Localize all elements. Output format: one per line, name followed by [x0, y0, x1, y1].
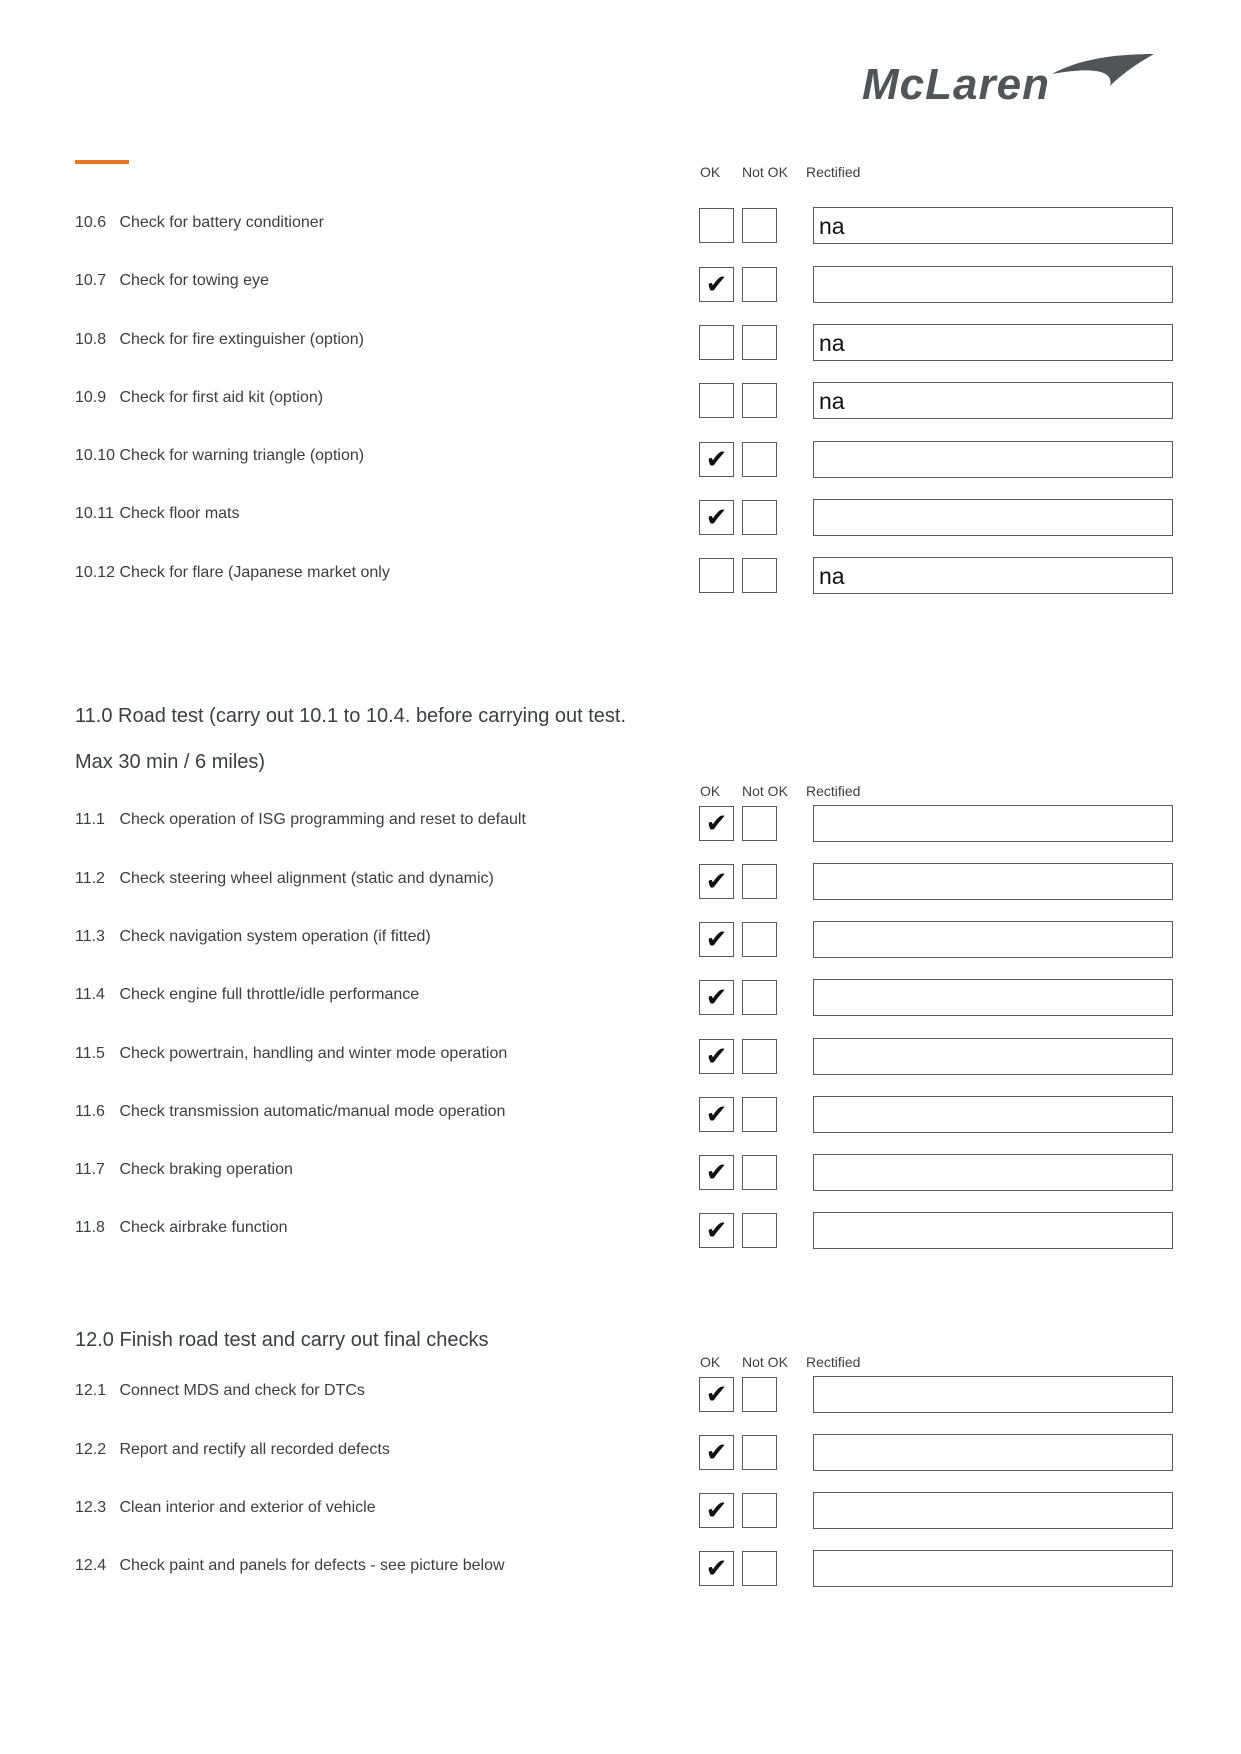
- not-ok-checkbox[interactable]: [742, 864, 777, 899]
- ok-checkbox[interactable]: [699, 558, 734, 593]
- rectified-field[interactable]: [813, 1038, 1173, 1075]
- checklist-item: [75, 928, 431, 946]
- not-ok-checkbox[interactable]: [742, 442, 777, 477]
- ok-checkbox[interactable]: ✔: [699, 806, 734, 841]
- rectified-field[interactable]: [813, 499, 1173, 536]
- column-header-rectified: Rectified: [806, 164, 861, 180]
- ok-checkbox[interactable]: ✔: [699, 1213, 734, 1248]
- item-text: Check navigation system operation (if fitted): [119, 928, 431, 945]
- checklist-item: [75, 870, 494, 888]
- not-ok-checkbox[interactable]: [742, 806, 777, 841]
- logo-wordmark: McLaren: [862, 60, 1050, 102]
- ok-checkbox[interactable]: ✔: [699, 980, 734, 1015]
- accent-bar: [75, 160, 129, 164]
- ok-checkbox[interactable]: ✔: [699, 1493, 734, 1528]
- not-ok-checkbox[interactable]: [742, 208, 777, 243]
- item-text: Clean interior and exterior of vehicle: [119, 1499, 376, 1516]
- checklist-item: [75, 1161, 293, 1179]
- rectified-field[interactable]: [813, 921, 1173, 958]
- item-number: 11.1: [75, 811, 105, 828]
- checklist-item: [75, 986, 419, 1004]
- ok-checkbox[interactable]: ✔: [699, 1435, 734, 1470]
- column-header-ok: OK: [700, 783, 721, 799]
- item-text: Connect MDS and check for DTCs: [119, 1382, 365, 1399]
- ok-checkbox[interactable]: ✔: [699, 864, 734, 899]
- checklist-item: [75, 1382, 365, 1400]
- logo-swoosh: [1052, 54, 1154, 86]
- item-number: 10.12: [75, 564, 116, 581]
- checklist-item: [75, 1045, 507, 1063]
- item-text: Check transmission automatic/manual mode operation: [119, 1103, 506, 1120]
- item-text: Check for first aid kit (option): [119, 389, 324, 406]
- rectified-field[interactable]: na: [813, 557, 1173, 594]
- column-header-not-ok: Not OK: [742, 164, 788, 180]
- checklist-item: [75, 1499, 376, 1517]
- mclaren-logo: [862, 52, 1162, 102]
- item-text: Check steering wheel alignment (static and dynamic): [119, 870, 494, 887]
- ok-checkbox[interactable]: [699, 383, 734, 418]
- not-ok-checkbox[interactable]: [742, 980, 777, 1015]
- rectified-field[interactable]: [813, 1096, 1173, 1133]
- checklist-item: [75, 1557, 505, 1575]
- item-text: Check engine full throttle/idle performance: [119, 986, 420, 1003]
- checklist-item: [75, 564, 390, 582]
- item-number: 11.2: [75, 870, 105, 887]
- ok-checkbox[interactable]: ✔: [699, 1097, 734, 1132]
- item-text: Check for fire extinguisher (option): [119, 331, 365, 348]
- not-ok-checkbox[interactable]: [742, 267, 777, 302]
- checklist-item: [75, 1103, 505, 1121]
- not-ok-checkbox[interactable]: [742, 500, 777, 535]
- rectified-field[interactable]: [813, 1492, 1173, 1529]
- ok-checkbox[interactable]: ✔: [699, 1155, 734, 1190]
- item-text: Check airbrake function: [119, 1219, 288, 1236]
- not-ok-checkbox[interactable]: [742, 1097, 777, 1132]
- rectified-field[interactable]: [813, 979, 1173, 1016]
- item-number: 10.7: [75, 272, 107, 289]
- checklist-item: [75, 811, 526, 829]
- item-number: 11.5: [75, 1045, 105, 1062]
- item-text: Check braking operation: [119, 1161, 293, 1178]
- item-number: 10.10: [75, 447, 116, 464]
- item-number: 10.8: [75, 331, 107, 348]
- rectified-field[interactable]: na: [813, 324, 1173, 361]
- item-text: Check for towing eye: [119, 272, 269, 289]
- column-header-not-ok: Not OK: [742, 1354, 788, 1370]
- item-text: Check for battery conditioner: [119, 214, 324, 231]
- rectified-field[interactable]: [813, 1154, 1173, 1191]
- rectified-field[interactable]: [813, 1212, 1173, 1249]
- item-number: 10.9: [75, 389, 107, 406]
- item-text: Check powertrain, handling and winter mode operation: [119, 1045, 508, 1062]
- rectified-field[interactable]: [813, 863, 1173, 900]
- item-number: 12.4: [75, 1557, 107, 1574]
- item-text: Check paint and panels for defects - see picture below: [119, 1557, 505, 1574]
- rectified-field[interactable]: [813, 805, 1173, 842]
- item-number: 11.4: [75, 986, 105, 1003]
- not-ok-checkbox[interactable]: [742, 383, 777, 418]
- item-number: 10.6: [75, 214, 107, 231]
- ok-checkbox[interactable]: ✔: [699, 267, 734, 302]
- ok-checkbox[interactable]: [699, 325, 734, 360]
- item-number: 12.3: [75, 1499, 107, 1516]
- rectified-field[interactable]: [813, 1550, 1173, 1587]
- item-text: Check operation of ISG programming and reset to default: [119, 811, 526, 828]
- section-title: 12.0 Finish road test and carry out final checks: [75, 1329, 489, 1351]
- ok-checkbox[interactable]: ✔: [699, 500, 734, 535]
- item-number: 12.1: [75, 1382, 107, 1399]
- item-text: Check floor mats: [119, 505, 240, 522]
- item-number: 11.7: [75, 1161, 105, 1178]
- column-header-ok: OK: [700, 164, 721, 180]
- rectified-field[interactable]: [813, 1376, 1173, 1413]
- checklist-item: [75, 447, 364, 465]
- ok-checkbox[interactable]: [699, 208, 734, 243]
- ok-checkbox[interactable]: ✔: [699, 922, 734, 957]
- checklist-item: [75, 389, 323, 407]
- not-ok-checkbox[interactable]: [742, 1213, 777, 1248]
- not-ok-checkbox[interactable]: [742, 1155, 777, 1190]
- ok-checkbox[interactable]: ✔: [699, 442, 734, 477]
- section-title: 11.0 Road test (carry out 10.1 to 10.4. before carrying out test.: [75, 705, 627, 727]
- column-header-ok: OK: [700, 1354, 721, 1370]
- item-text: Check for warning triangle (option): [119, 447, 365, 464]
- ok-checkbox[interactable]: ✔: [699, 1039, 734, 1074]
- not-ok-checkbox[interactable]: [742, 1435, 777, 1470]
- item-text: Check for flare (Japanese market only: [119, 564, 390, 581]
- not-ok-checkbox[interactable]: [742, 1551, 777, 1586]
- not-ok-checkbox[interactable]: [742, 558, 777, 593]
- rectified-field[interactable]: [813, 441, 1173, 478]
- item-number: 10.11: [75, 505, 114, 522]
- checklist-item: [75, 214, 324, 232]
- checklist-item: [75, 272, 269, 290]
- column-header-rectified: Rectified: [806, 1354, 861, 1370]
- not-ok-checkbox[interactable]: [742, 922, 777, 957]
- checklist-item: [75, 1219, 288, 1237]
- not-ok-checkbox[interactable]: [742, 325, 777, 360]
- rectified-field[interactable]: na: [813, 382, 1173, 419]
- rectified-field[interactable]: na: [813, 207, 1173, 244]
- item-number: 11.8: [75, 1219, 105, 1236]
- item-text: Report and rectify all recorded defects: [119, 1441, 390, 1458]
- rectified-field[interactable]: [813, 266, 1173, 303]
- checklist-item: [75, 331, 364, 349]
- column-header-not-ok: Not OK: [742, 783, 788, 799]
- rectified-field[interactable]: [813, 1434, 1173, 1471]
- column-header-rectified: Rectified: [806, 783, 861, 799]
- checklist-item: [75, 505, 240, 523]
- checklist-item: [75, 1441, 390, 1459]
- not-ok-checkbox[interactable]: [742, 1377, 777, 1412]
- not-ok-checkbox[interactable]: [742, 1493, 777, 1528]
- section-title-line-2: Max 30 min / 6 miles): [75, 751, 266, 773]
- item-number: 11.6: [75, 1103, 105, 1120]
- item-number: 11.3: [75, 928, 105, 945]
- ok-checkbox[interactable]: ✔: [699, 1551, 734, 1586]
- item-number: 12.2: [75, 1441, 107, 1458]
- ok-checkbox[interactable]: ✔: [699, 1377, 734, 1412]
- not-ok-checkbox[interactable]: [742, 1039, 777, 1074]
